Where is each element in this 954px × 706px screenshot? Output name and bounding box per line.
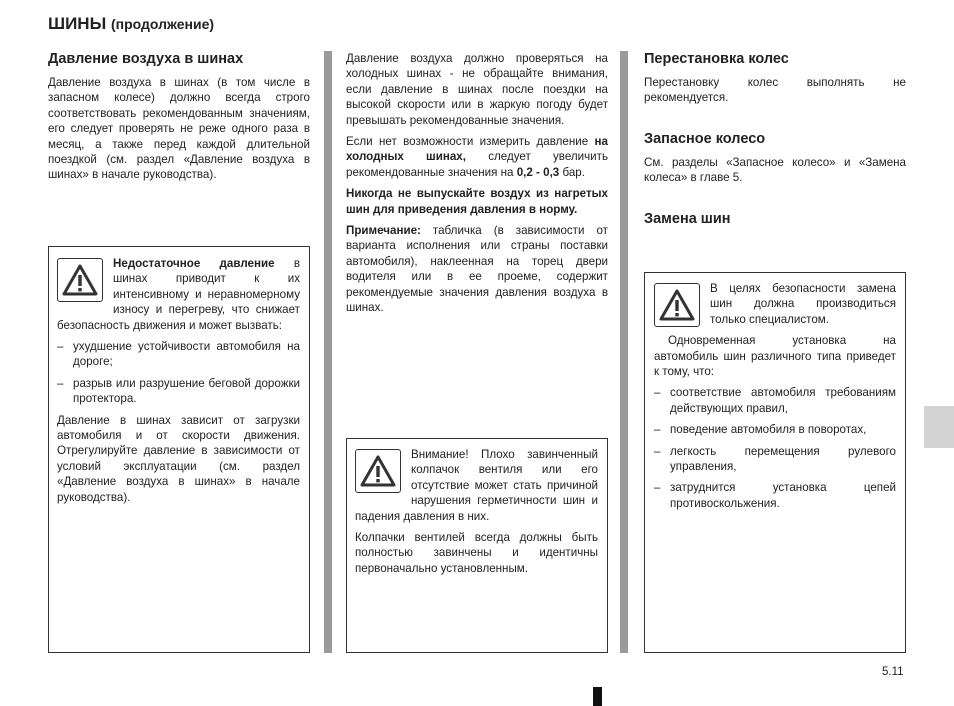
list-item-text: соответствие автомобиля требованиям действующих правил, <box>670 386 896 415</box>
page-marker <box>593 687 602 706</box>
list-item: – затруднится установка цепей противоскольжения. <box>654 481 896 510</box>
list-item-text: поведение автомобиля в поворотах, <box>670 423 867 437</box>
list-item-text: ухудшение устойчивости автомобиля на дороге; <box>73 340 300 369</box>
warning-note: Давление в шинах зависит от загрузки автомобиля и от скорости движения. Отрегулируйте давление в зависимости от условий эксплуатации (см. раздел «Давление воздуха в шинах» в начале руководства). <box>57 413 300 504</box>
warning-triangle-icon <box>355 449 401 493</box>
warning-body <box>654 281 896 517</box>
tire-pressure-text: Давление воздуха в шинах (в том числе в запасном колесе) должно всегда строго соответствовать рекомендованным значениям, его следует проверять не реже одного раза в месяц, а также перед каждой длительной поездкой (см. раздел «Давление воздуха в шинах» в начале руководства). <box>48 76 310 182</box>
column-divider-bar <box>620 51 628 653</box>
rotation-text: Перестановку колес выполнять не рекомендуется. <box>644 76 906 105</box>
page-title-main: ШИНЫ <box>48 14 107 33</box>
section-heading-tire-replacement: Замена шин <box>644 211 731 227</box>
note-paragraph <box>346 223 608 315</box>
warning-text-2: Одновременная установка на автомобиль шин различного типа приведет к тому, что: <box>654 334 896 379</box>
list-item-text: разрыв или разрушение беговой дорожки протектора. <box>73 376 300 406</box>
text-span: следует увеличить рекомендованные значения на <box>346 150 609 179</box>
spare-wheel-text: См. разделы «Запасное колесо» и «Замена колеса» в главе 5. <box>644 156 906 185</box>
text-span: табличка (в зависимости от варианта исполнения или страны поставки автомобиля), наклеенная на торец двери водителя или в ее проеме, содержит рекомендуемые значения давления воздуха в шинах. <box>346 224 608 315</box>
section-heading-tire-pressure: Давление воздуха в шинах <box>48 51 244 67</box>
section-heading-rotation: Перестановка колес <box>644 51 789 67</box>
list-item: – ухудшение устойчивости автомобиля на дороге; <box>57 340 300 369</box>
bold-span: Примечание: <box>346 224 421 238</box>
warning-text-2: Колпачки вентилей всегда должны быть полностью завинчены и идентичны первоначально установленным. <box>355 531 598 575</box>
warning-body <box>57 256 300 511</box>
warning-text-1: В целях безопасности замена шин должна производиться только специалистом. <box>710 282 896 326</box>
never-release-paragraph <box>346 186 608 217</box>
bold-span: на холодных шинах, <box>346 135 608 164</box>
warning-text-1: Внимание! Плохо завинченный колпачок вентиля или его отсутствие может стать причиной нарушения герметичности шин и падения давления в них. <box>355 448 598 523</box>
list-item: – разрыв или разрушение беговой дорожки протектора. <box>57 376 300 406</box>
warning-box-valve-cap <box>346 438 608 653</box>
chapter-tab <box>924 406 954 448</box>
column-divider-bar <box>324 51 332 653</box>
list-item-text: легкость перемещения рулевого управления, <box>670 444 896 474</box>
warning-lead-rest: в шинах приводит к их интенсивному и неравномерному износу и перегреву, что снижает безопасность движения и может вызвать: <box>57 257 300 332</box>
page-number: 5.11 <box>882 666 904 678</box>
warning-body <box>355 447 598 582</box>
list-item: – соответствие автомобиля требованиям действующих правил, <box>654 386 896 415</box>
text-span: Если нет возможности измерить давление <box>346 135 595 149</box>
page-title-subtitle: (продолжение) <box>110 16 215 32</box>
bold-span: Никогда не выпускайте воздух из нагретых шин для приведения давления в норму. <box>346 187 608 216</box>
warning-triangle-icon <box>654 283 700 327</box>
warning-box-low-pressure <box>48 246 310 653</box>
section-heading-spare-wheel: Запасное колесо <box>644 131 766 147</box>
warning-triangle-icon <box>57 258 103 302</box>
bold-span: 0,2 - 0,3 <box>516 165 560 179</box>
page-title <box>48 14 214 34</box>
increase-paragraph <box>346 134 608 180</box>
list-item-text: затруднится установка цепей противоскольжения. <box>670 481 896 510</box>
list-item: – поведение автомобиля в поворотах, <box>654 423 867 437</box>
column-2-text <box>346 51 608 322</box>
text-span: бар. <box>559 165 585 179</box>
list-item: – легкость перемещения рулевого управления, <box>654 444 896 474</box>
warning-bold-lead: Недостаточное давление <box>113 257 275 270</box>
warning-box-tire-replacement <box>644 272 906 653</box>
cold-tires-paragraph: Давление воздуха должно проверяться на холодных шинах - не обращайте внимания, если давление в шинах после поездки на высокой скорости или в жаркую погоду будет превышать рекомендованные значения. <box>346 52 608 127</box>
